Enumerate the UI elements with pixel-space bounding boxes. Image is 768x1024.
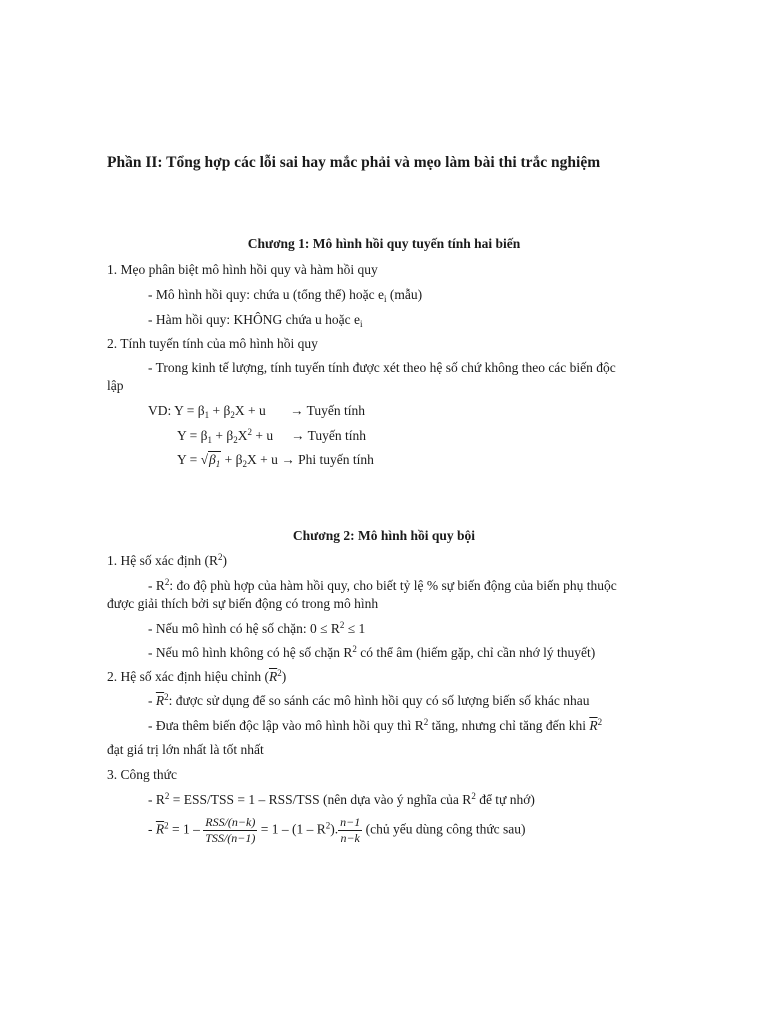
example-linear-1-result: → Tuyến tính — [290, 403, 366, 418]
sqrt-symbol: $√\beta_1$ — [200, 452, 221, 469]
ch1-section2-heading: 2. Tính tuyến tính của mô hình hồi quy — [107, 336, 318, 351]
ch2-s1-bullet1-line2: được giải thích bởi sự biến động có trong mô hình — [107, 596, 379, 611]
ch1-s2-bullet1-line2: lập — [107, 378, 124, 393]
arrow-right-icon: → — [291, 428, 305, 443]
fraction-n: $\frac{n-1}{n-k}$ — [340, 815, 361, 845]
arrow-right-icon: → — [281, 452, 295, 467]
ch2-s1-bullet2: - Nếu mô hình có hệ số chặn: $0 \le R^2 \le 1$ — [148, 620, 366, 636]
formula-r-squared: - $R^2 = ESS/TSS = 1 - RSS/TSS$ (nên dựa vào ý nghĩa của $R^2$ để tự nhớ) — [148, 791, 535, 807]
chapter1-title: Chương 1: Mô hình hồi quy tuyến tính hai biến — [247, 236, 521, 251]
ch1-s1-bullet1: - Mô hình hồi quy: chứa u (tổng thể) hoặc $e_i$ (mẫu) — [148, 287, 423, 304]
example-linear-1: VD: $Y = \beta_1 + \beta_2X + u$ — [148, 403, 266, 420]
example-linear-2-result: → Tuyến tính — [291, 428, 367, 443]
formula-adjusted-r-squared: - $\overline{R}^2 = 1$ – $\frac{\text{RSS/(n−k)}}{\text{TSS/(n−1)}}$ = $1 - (1 - R^2)$. $\frac{n-1}{n-k}$ (chủ yếu dùng công thức sau) — [148, 815, 526, 845]
ch2-s1-bullet3: - Nếu mô hình không có hệ số chặn $R^2$ có thể âm (hiếm gặp, chỉ cần nhớ lý thuyết) — [148, 644, 596, 660]
ch2-s2-bullet2-line1: - Đưa thêm biến độc lập vào mô hình hồi quy thì $R^2$ tăng, nhưng chỉ tăng đến khi $\overline{R}^2$ — [148, 717, 603, 733]
ch2-section1-heading: 1. Hệ số xác định $(R^2)$ — [107, 552, 227, 568]
arrow-right-icon: → — [290, 403, 304, 418]
fraction-rss-tss: $\frac{\text{RSS/(n−k)}}{\text{TSS/(n−1)}}$ — [205, 815, 256, 845]
part-title: Phần II: Tổng hợp các lỗi sai hay mắc phải và mẹo làm bài thi trắc nghiệm — [107, 154, 601, 171]
ch2-s1-bullet1-line1: - $R^2$: đo độ phù hợp của hàm hồi quy, cho biết tỷ lệ % sự biến động của biến phụ thuộc — [148, 577, 617, 593]
ch1-s1-bullet2: - Hàm hồi quy: KHÔNG chứa u hoặc $e_i$ — [148, 312, 363, 329]
ch1-section1-heading: 1. Mẹo phân biệt mô hình hồi quy và hàm hồi quy — [107, 262, 378, 277]
example-linear-2: $Y = \beta_1 + \beta_2X^2 + u$ — [177, 427, 274, 445]
ch2-s2-bullet1: - $\overline{R}^2$: được sử dụng để so sánh các mô hình hồi quy có số lượng biến số khác nhau — [148, 692, 590, 708]
ch2-s2-bullet2-line2: đạt giá trị lớn nhất là tốt nhất — [107, 742, 264, 757]
ch2-section3-heading: 3. Công thức — [107, 767, 177, 782]
ch1-s2-bullet1-line1: - Trong kinh tế lượng, tính tuyến tính được xét theo hệ số chứ không theo các biến độc — [148, 360, 616, 375]
chapter2-title: Chương 2: Mô hình hồi quy bội — [292, 528, 476, 543]
ch2-section2-heading: 2. Hệ số xác định hiệu chỉnh $(\overline{R}^2)$ — [107, 668, 287, 684]
example-nonlinear: $Y = √\beta_1 + \beta_2X + u$ → Phi tuyến tính — [177, 452, 374, 469]
